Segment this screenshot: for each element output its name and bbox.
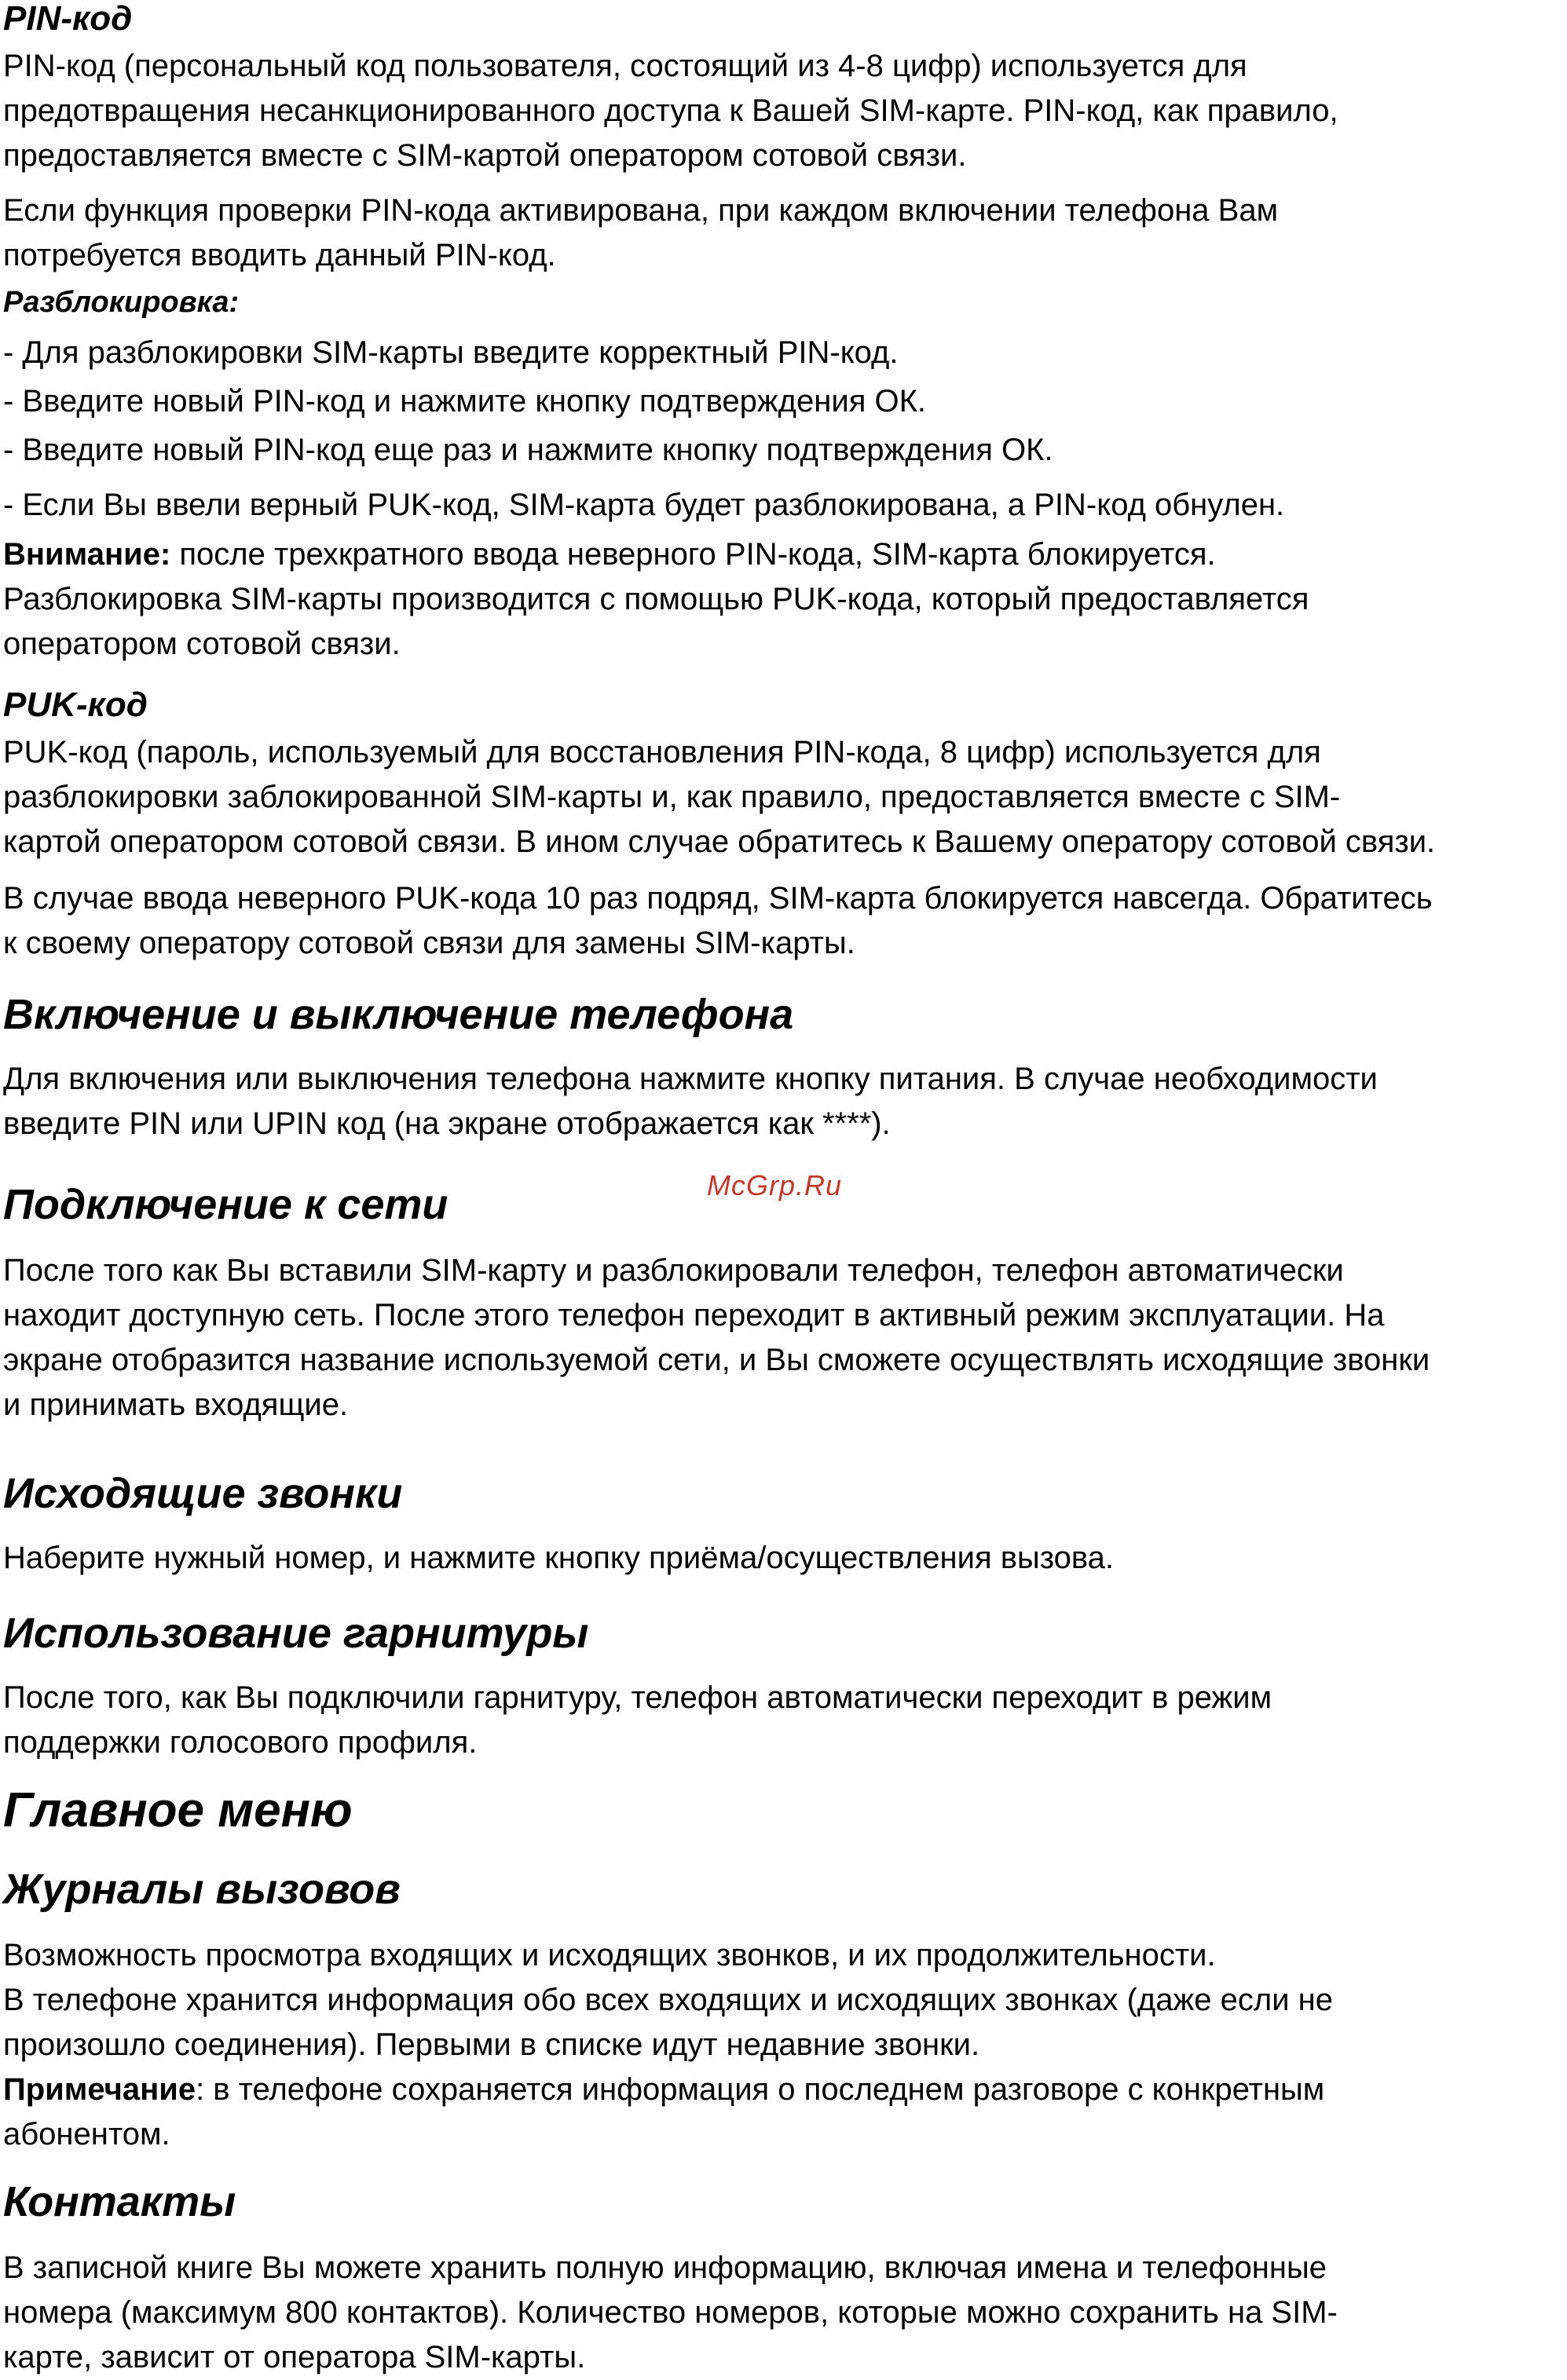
unlock-subheading: Разблокировка: — [3, 286, 240, 319]
text-line: экране отобразится название используемой сети, и Вы сможете осуществлять исходящие звонки — [3, 1343, 1430, 1377]
network-paragraph — [3, 1248, 1562, 1428]
watermark: McGrp.Ru — [707, 1169, 843, 1201]
text-line: разблокировки заблокированной SIM-карты и, как правило, предоставляется вместе с SIM- — [3, 780, 1341, 814]
list-item: - Введите новый PIN-код и нажмите кнопку подтверждения ОК. — [3, 384, 926, 419]
text-line: и принимать входящие. — [3, 1387, 349, 1422]
outgoing-paragraph — [3, 1536, 1562, 1581]
text-line: оператором сотовой связи. — [3, 627, 401, 661]
pin-warning — [3, 532, 1562, 667]
list-item: - Если Вы ввели верный PUK-код, SIM-карта будет разблокирована, а PIN-код обнулен. — [3, 488, 1285, 522]
text-line: карте, зависит от оператора SIM-карты. — [3, 2340, 586, 2375]
pin-heading: PIN-код — [3, 0, 133, 38]
network-heading: Подключение к сети — [3, 1181, 448, 1228]
puk-paragraph-2 — [3, 876, 1562, 966]
text-line: В телефоне хранится информация обо всех входящих и исходящих звонках (даже если не — [3, 1983, 1333, 2017]
text-line: введите PIN или UPIN код (на экране отображается как ****). — [3, 1106, 891, 1141]
text-line: Возможность просмотра входящих и исходящих звонков, и их продолжительности. — [3, 1938, 1216, 1972]
contacts-heading: Контакты — [3, 2178, 236, 2225]
text-line: После того как Вы вставили SIM-карту и разблокировали телефон, телефон автоматически — [3, 1253, 1344, 1288]
text-line: картой оператором сотовой связи. В ином случае обратитесь к Вашему оператору сотовой связи. — [3, 824, 1436, 859]
power-paragraph — [3, 1057, 1562, 1146]
warning-label: Внимание: — [3, 537, 171, 572]
call-logs-paragraph — [3, 1933, 1562, 2157]
unlock-steps-list — [3, 328, 1562, 529]
text-line: предотвращения несанкционированного доступа к Вашей SIM-карте. PIN-код, как правило, — [3, 93, 1338, 128]
headset-paragraph — [3, 1676, 1562, 1765]
note-line — [3, 2067, 1562, 2112]
warning-line — [3, 532, 1562, 577]
text-line: произошло соединения). Первыми в списке идут недавние звонки. — [3, 2027, 980, 2062]
puk-heading: PUK-код — [3, 685, 148, 724]
text-line: В записной книге Вы можете хранить полную информацию, включая имена и телефонные — [3, 2250, 1327, 2285]
text-line: находит доступную сеть. После этого телефон переходит в активный режим эксплуатации. На — [3, 1298, 1385, 1333]
list-item: - Введите новый PIN-код еще раз и нажмите кнопку подтверждения ОК. — [3, 433, 1053, 467]
text-line: предоставляется вместе с SIM-картой оператором сотовой связи. — [3, 138, 967, 173]
text-line: После того, как Вы подключили гарнитуру, телефон автоматически переходит в режим — [3, 1680, 1272, 1715]
list-item: - Для разблокировки SIM-карты введите корректный PIN-код. — [3, 335, 899, 370]
text-line: Для включения или выключения телефона нажмите кнопку питания. В случае необходимости — [3, 1062, 1378, 1096]
pin-paragraph-1 — [3, 44, 1562, 178]
text-line: потребуется вводить данный PIN-код. — [3, 238, 556, 272]
text-line: PIN-код (персональный код пользователя, состоящий из 4-8 цифр) используется для — [3, 49, 1247, 83]
text-line: абонентом. — [3, 2117, 170, 2152]
text-line: В случае ввода неверного PUK-кода 10 раз подряд, SIM-карта блокируется навсегда. Обратитесь — [3, 881, 1433, 916]
puk-paragraph-1 — [3, 730, 1562, 865]
power-heading: Включение и выключение телефона — [3, 991, 794, 1038]
pin-paragraph-2 — [3, 188, 1562, 278]
text-line: Если функция проверки PIN-кода активирована, при каждом включении телефона Вам — [3, 193, 1279, 228]
text-line: Наберите нужный номер, и нажмите кнопку приёма/осуществления вызова. — [3, 1541, 1115, 1575]
text-line: поддержки голосового профиля. — [3, 1725, 478, 1760]
headset-heading: Использование гарнитуры — [3, 1610, 589, 1657]
outgoing-heading: Исходящие звонки — [3, 1470, 403, 1517]
text-line: PUK-код (пароль, используемый для восстановления PIN-кода, 8 цифр) используется для — [3, 735, 1321, 770]
text-line: Разблокировка SIM-карты производится с помощью PUK-кода, который предоставляется — [3, 582, 1309, 616]
text-line: к своему оператору сотовой связи для замены SIM-карты. — [3, 926, 855, 960]
call-logs-heading: Журналы вызовов — [3, 1866, 401, 1913]
warning-text: после трехкратного ввода неверного PIN-кода, SIM-карта блокируется. — [170, 537, 1216, 572]
contacts-paragraph — [3, 2246, 1562, 2380]
note-label: Примечание — [3, 2072, 196, 2107]
note-text: : в телефоне сохраняется информация о последнем разговоре с конкретным — [196, 2072, 1325, 2107]
text-line: номера (максимум 800 контактов). Количество номеров, которые можно сохранить на SIM- — [3, 2295, 1338, 2330]
main-menu-heading: Главное меню — [3, 1783, 353, 1837]
